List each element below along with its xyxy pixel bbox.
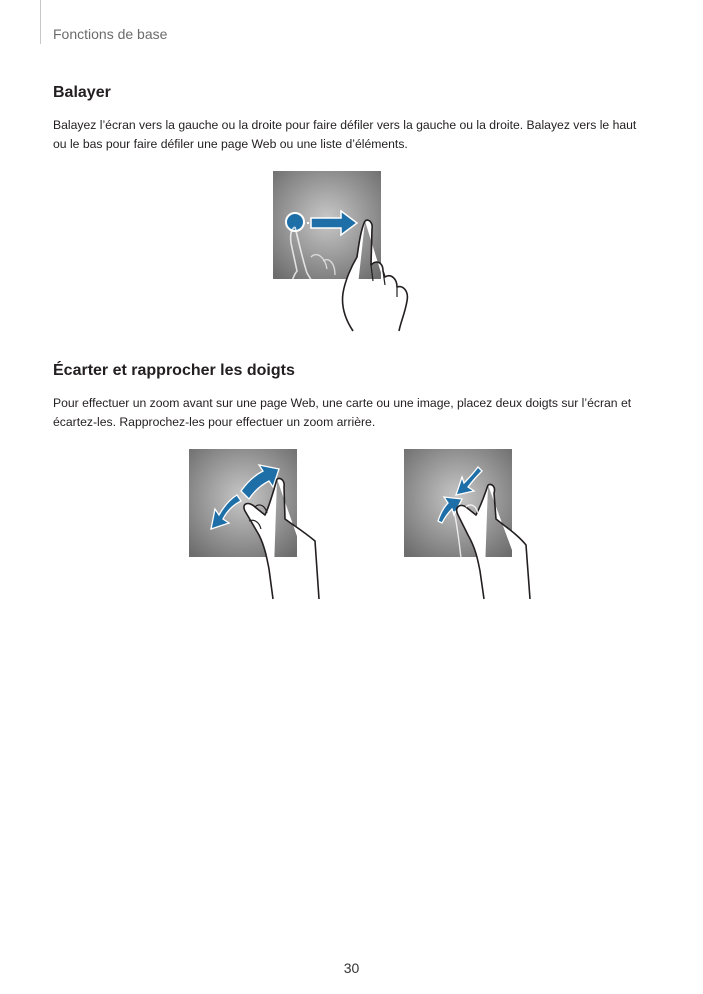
swipe-illustration [273,171,413,331]
spread-illustration [189,449,329,599]
text-pinch: Pour effectuer un zoom avant sur une page Web, une carte ou une image, placez deux doigts sur l’écran et écartez-les. Rapprochez-les pour effectuer un zoom arrière. [53,396,632,429]
running-header: Fonctions de base [53,26,168,42]
heading-swipe: Balayer [53,84,111,101]
header-rule [40,0,41,44]
page-number: 30 [343,960,360,976]
text-swipe: Balayez l’écran vers la gauche ou la droite pour faire défiler vers la gauche ou la droite. Balayez vers le haut ou le bas pour faire défiler une page Web ou une liste d’éléments. [53,118,637,151]
heading-pinch: Écarter et rapprocher les doigts [53,362,295,379]
pinch-illustration [404,449,544,599]
screen-area [189,449,297,557]
